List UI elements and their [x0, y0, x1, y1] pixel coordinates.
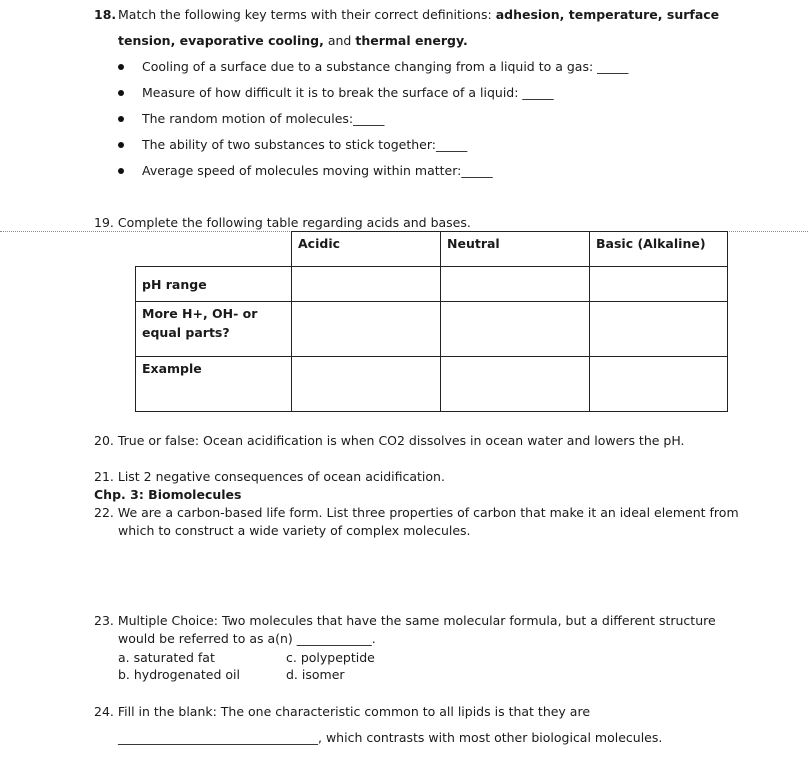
q23-option-d: d. isomer [286, 667, 345, 682]
table-row-label: Example [136, 357, 292, 412]
table-header-cell: Basic (Alkaline) [590, 232, 728, 267]
chapter-heading: Chp. 3: Biomolecules [94, 487, 242, 502]
q19-prompt: 19. Complete the following table regarding acids and bases. [94, 215, 471, 230]
q18-intro: Match the following key terms with their correct definitions: [118, 7, 492, 22]
answer-cell[interactable] [441, 357, 590, 412]
q18-prompt-line2 [118, 33, 468, 48]
q18-item: The random motion of molecules:_____ [142, 111, 385, 126]
table-row [136, 302, 728, 357]
q18-last-term: thermal energy. [355, 33, 468, 48]
table-header-row [136, 232, 728, 267]
q20-prompt: 20. True or false: Ocean acidification is when CO2 dissolves in ocean water and lowers the pH. [94, 433, 685, 448]
q24-prompt-line2: ________________________________, which contrasts with most other biological molecules. [118, 730, 663, 745]
q18-item: The ability of two substances to stick together:_____ [142, 137, 468, 152]
q22-prompt: 22. We are a carbon-based life form. List three properties of carbon that make it an ideal element from [94, 505, 739, 520]
table-header-cell [136, 232, 292, 267]
q18-and: and [327, 33, 352, 48]
table-header-cell: Acidic [292, 232, 441, 267]
table-row-label: More H+, OH- or equal parts? [136, 302, 292, 357]
q23-option-b: b. hydrogenated oil [118, 667, 240, 682]
bullet-icon [118, 142, 124, 148]
q18-number: 18. [94, 7, 117, 22]
answer-cell[interactable] [441, 302, 590, 357]
table-header-cell: Neutral [441, 232, 590, 267]
answer-cell[interactable] [590, 302, 728, 357]
bullet-icon [118, 168, 124, 174]
q21-prompt: 21. List 2 negative consequences of ocean acidification. [94, 469, 445, 484]
answer-cell[interactable] [292, 302, 441, 357]
acids-bases-table [135, 231, 728, 412]
q22-prompt-line2: which to construct a wide variety of complex molecules. [118, 523, 471, 538]
bullet-icon [118, 90, 124, 96]
q18-prompt [118, 7, 719, 22]
answer-cell[interactable] [590, 267, 728, 302]
q18-item: Cooling of a surface due to a substance changing from a liquid to a gas: _____ [142, 59, 629, 74]
table-row [136, 267, 728, 302]
q23-option-a: a. saturated fat [118, 650, 215, 665]
answer-cell[interactable] [292, 267, 441, 302]
answer-cell[interactable] [590, 357, 728, 412]
q24-prompt: 24. Fill in the blank: The one characteristic common to all lipids is that they are [94, 704, 591, 719]
q18-terms2: tension, evaporative cooling, [118, 33, 324, 48]
q18-item: Average speed of molecules moving within matter:_____ [142, 163, 493, 178]
answer-cell[interactable] [441, 267, 590, 302]
q18-terms: adhesion, temperature, surface [495, 7, 720, 22]
q23-option-c: c. polypeptide [286, 650, 375, 665]
q23-prompt-line2: would be referred to as a(n) ____________. [118, 631, 376, 646]
table-row [136, 357, 728, 412]
q18-item: Measure of how difficult it is to break the surface of a liquid: _____ [142, 85, 554, 100]
answer-cell[interactable] [292, 357, 441, 412]
q23-prompt: 23. Multiple Choice: Two molecules that have the same molecular formula, but a different structure [94, 613, 716, 628]
bullet-icon [118, 64, 124, 70]
table-row-label: pH range [136, 267, 292, 302]
bullet-icon [118, 116, 124, 122]
